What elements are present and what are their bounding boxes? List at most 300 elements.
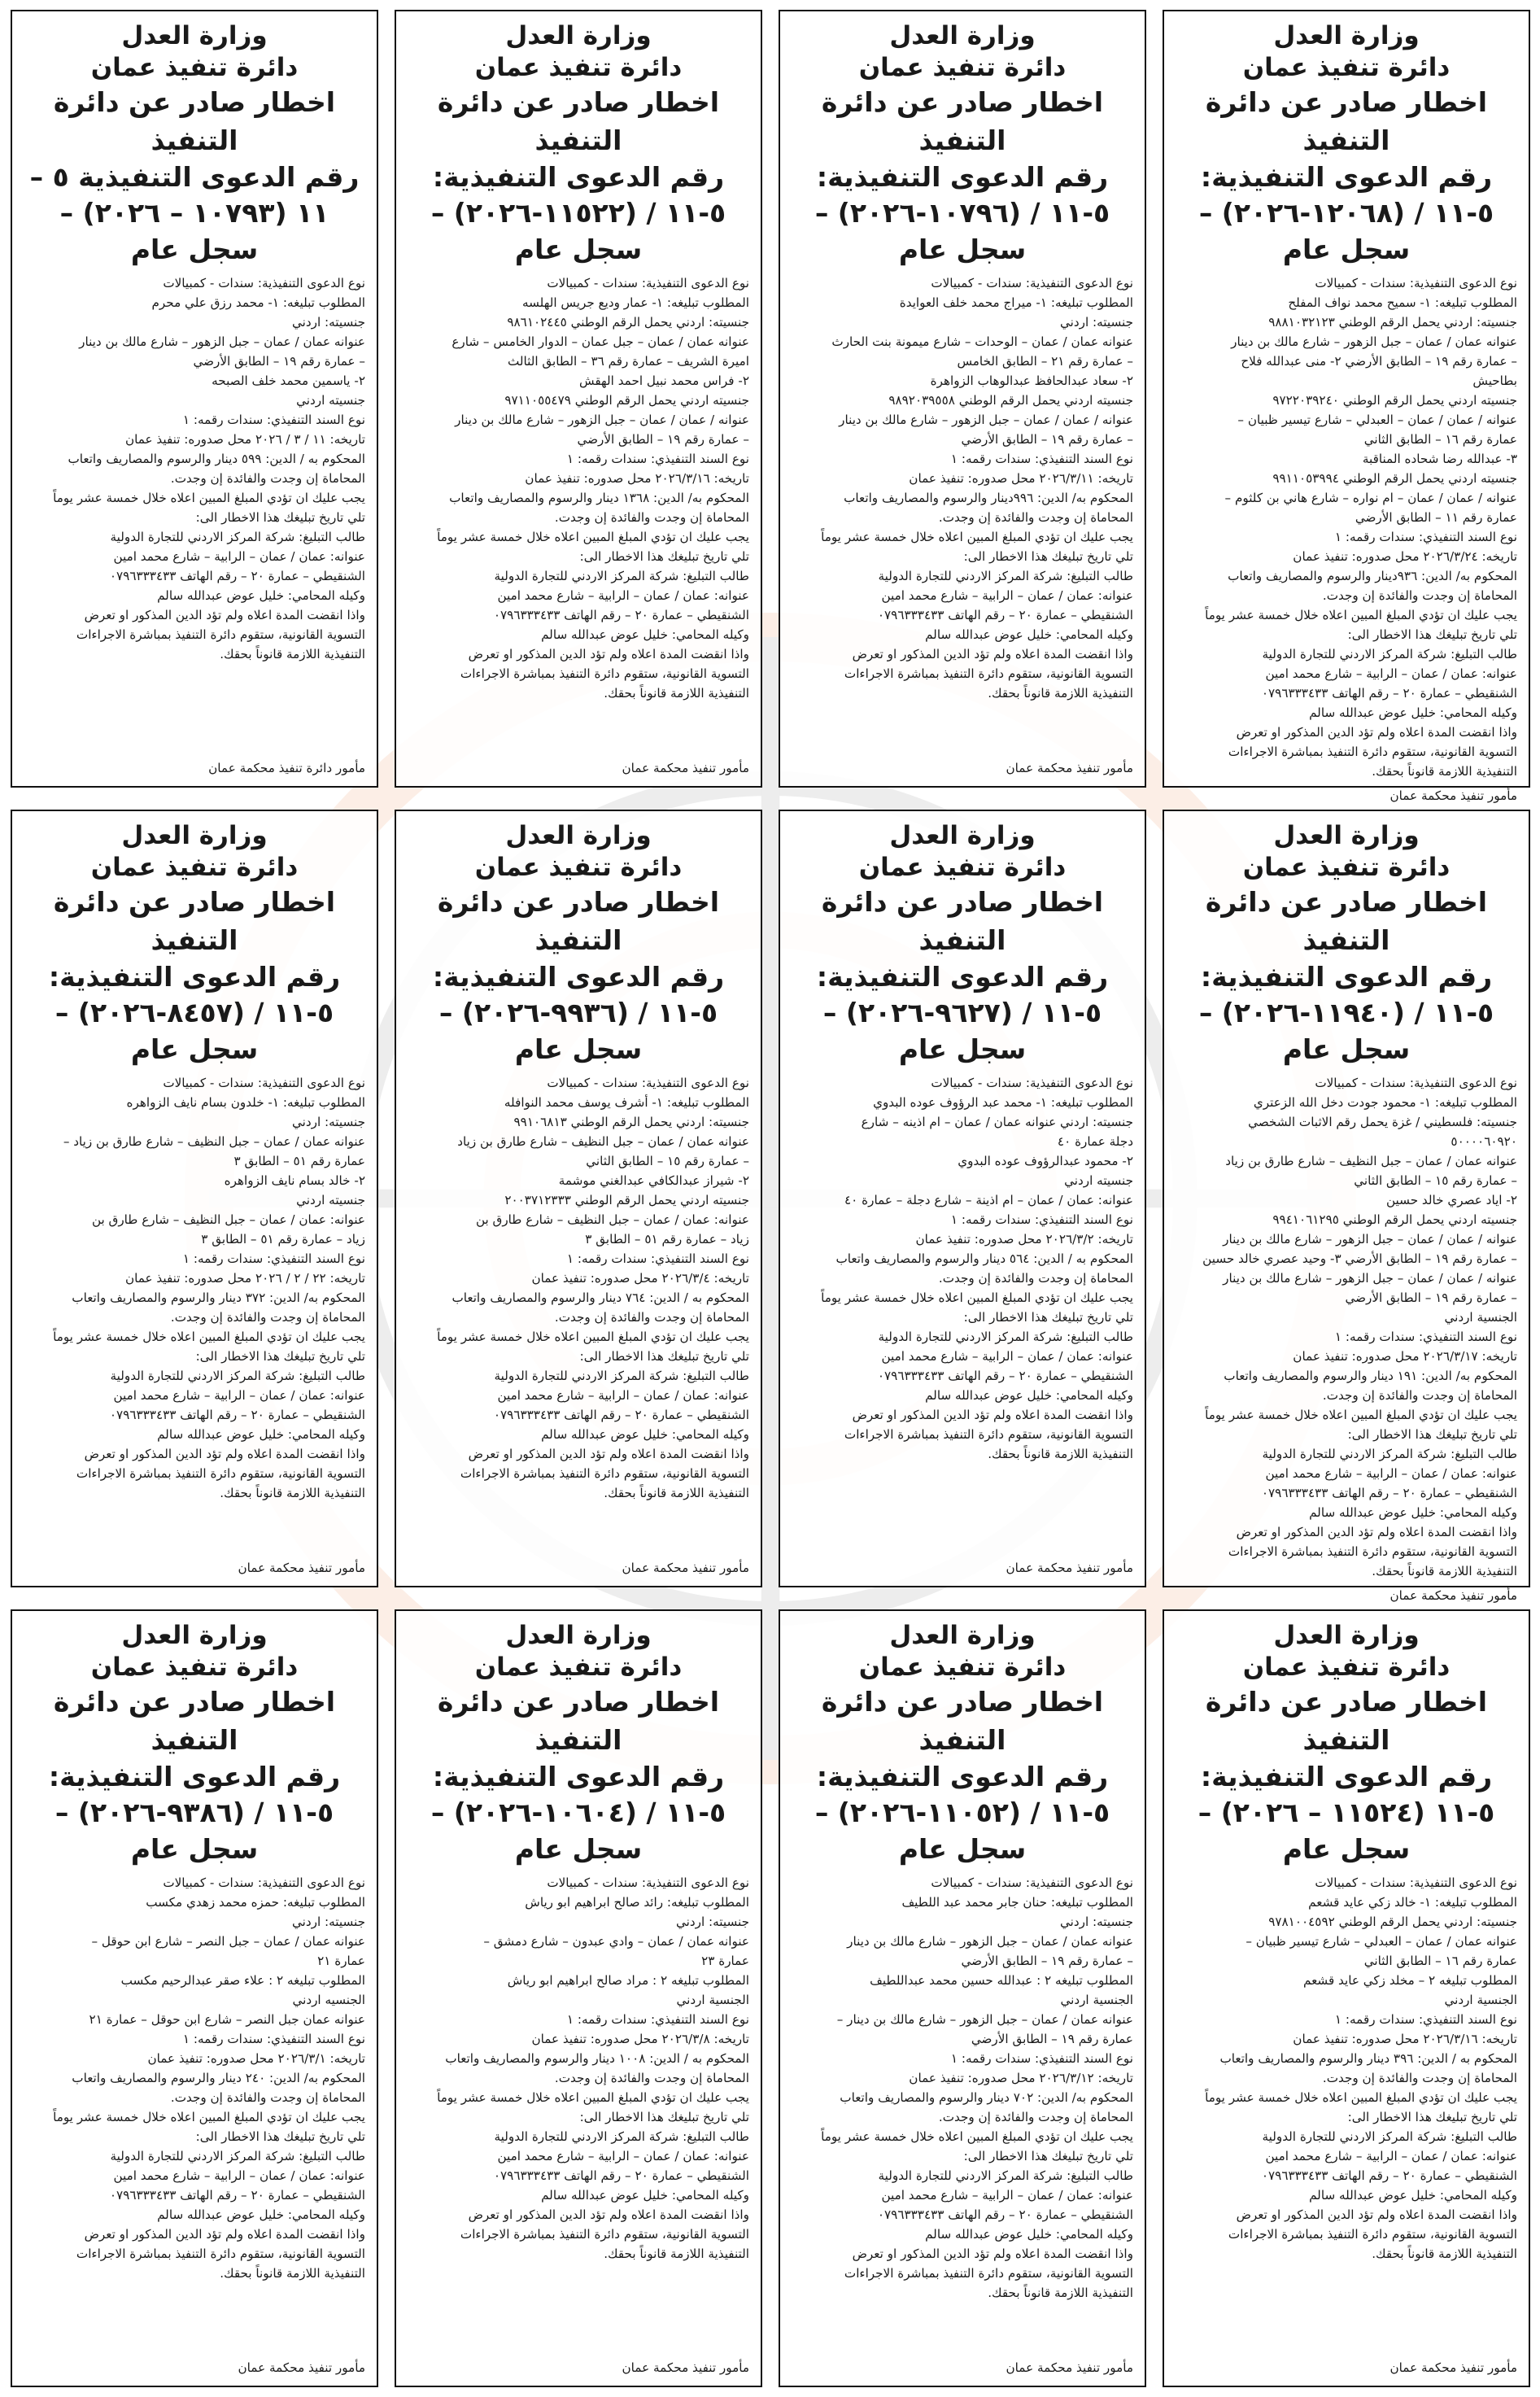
- notice-line: المحاماة إن وجدت والفائدة إن وجدت.: [1322, 2070, 1517, 2085]
- notice-line: – عمارة رقم ١٩ – الطابق الأرضي: [1345, 1290, 1517, 1305]
- notice-body: [24, 1073, 365, 1554]
- notice-line: ٢- محمود عبدالرؤوف عوده البدوي: [958, 1153, 1133, 1168]
- notice-line: جنسيته: اردني: [1060, 1914, 1133, 1929]
- notice-line: المطلوب تبليغه: ١- محمد عبد الرؤوف عوده البدوي: [873, 1094, 1133, 1110]
- department-title: دائرة تنفيذ عمان: [1242, 853, 1451, 883]
- notice-line: جنسيته اردني يحمل الرقم الوطني ٢٠٠٣٧١٢٣٣٣: [504, 1192, 749, 1207]
- notice-line: نوع السند التنفيذي: سندات رقمه: ١: [950, 2050, 1133, 2066]
- notice-line: – عمارة رقم ١٥ – الطابق الثاني: [1354, 1172, 1517, 1188]
- case-number: رقم الدعوى التنفيذية: ٥-١١ / (٩٩٣٦-٢٠٢٦) – سجل عام: [432, 960, 725, 1065]
- notice-line: عمارة رقم ٥١ – الطابق ٣: [233, 1153, 365, 1168]
- notice-line: تاريخه: ٢٠٢٦/٣/١١ محل صدوره: تنفيذ عمان: [909, 470, 1133, 486]
- notice-line: عنوانه عمان / عمان – العبدلي – شارع تيسير ظبيان –: [1246, 1933, 1517, 1949]
- case-number: رقم الدعوى التنفيذية: ٥-١١ / (١١٥٢٢-٢٠٢٦) – سجل عام: [430, 160, 726, 265]
- notice-signature: مأمور دائرة تنفيذ محكمة عمان: [208, 761, 365, 775]
- notice-line: نوع السند التنفيذي: سندات رقمه: ١: [566, 451, 749, 466]
- notice-line: المطلوب تبليغه: ١- أشرف يوسف محمد النوافله: [504, 1094, 749, 1110]
- notice-line: المطلوب تبليغه: ١- عمار وديع جريس الهلسه: [521, 295, 749, 310]
- notice-line: نوع الدعوى التنفيذية: سندات - كمبيالات: [547, 1875, 749, 1890]
- notice-headline: اخطار صادر عن دائرة التنفيذ: [437, 86, 720, 156]
- notice-line: عمارة رقم ١٦ – الطابق الثاني: [1363, 431, 1517, 447]
- notice-line: وكيله المحامي: خليل عوض عبدالله سالم: [541, 1426, 749, 1442]
- notice-headline: اخطار صادر عن دائرة التنفيذ: [53, 1686, 336, 1756]
- notice-line: المحكوم به/ الدين: ٢٤٠ دينار والرسوم والمصاريف واتعاب: [72, 2070, 365, 2085]
- notice-line: يجب عليك ان تؤدي المبلغ المبين اعلاه خلال خمسة عشر يوماً: [437, 2089, 749, 2105]
- notice-line: التسوية القانونية، ستقوم دائرة التنفيذ بمباشرة الاجراءات: [1228, 744, 1517, 759]
- notice-line: تاريخه: ٢٠٢٦/٣/١ محل صدوره: تنفيذ عمان: [147, 2050, 365, 2066]
- ministry-title: وزارة العدل: [889, 21, 1036, 50]
- notice-line: تاريخه: ١١ / ٣ / ٢٠٢٦ محل صدوره: تنفيذ عمان: [124, 431, 365, 447]
- ministry-title: وزارة العدل: [1273, 821, 1420, 850]
- notice-line: نوع السند التنفيذي: سندات رقمه: ١: [950, 451, 1133, 466]
- notice-line: عنوانه: عمان / عمان – الرابية – شارع محمد امين: [1265, 2148, 1517, 2163]
- notice-line: المحاماة إن وجدت والفائدة إن وجدت.: [554, 509, 749, 525]
- notice-line: تاريخه: ٢٠٢٦/٣/١٧ محل صدوره: تنفيذ عمان: [1293, 1348, 1517, 1364]
- notice-line: التسوية القانونية، ستقوم دائرة التنفيذ بمباشرة الاجراءات: [460, 666, 749, 681]
- notice-line: المطلوب تبليغه: ١- محمد رزق علي محرم: [151, 295, 365, 310]
- notice-line: المحاماة إن وجدت والفائدة إن وجدت.: [938, 2109, 1133, 2124]
- notice-line: ٢- فراس محمد نبيل احمد الهقش: [578, 373, 749, 388]
- notice-line: طالب التبليغ: شركة المركز الاردني للتجارة الدولية: [878, 1329, 1133, 1344]
- notice-line: وكيله المحامي: خليل عوض عبدالله سالم: [541, 2187, 749, 2203]
- notice-line: تاريخه: ٢٢ / ٢ / ٢٠٢٦ محل صدوره: تنفيذ عمان: [124, 1270, 365, 1286]
- notice-line: عنوانه: عمان / عمان – جبل النظيف – شارع طارق بن: [91, 1212, 365, 1227]
- notice-headline: اخطار صادر عن دائرة التنفيذ: [821, 86, 1104, 156]
- notice-line: نوع الدعوى التنفيذية: سندات - كمبيالات: [163, 275, 365, 290]
- notice-line: ٥٠٠٠٠٦٠٩٢٠: [1451, 1133, 1517, 1149]
- notice-line: التسوية القانونية، ستقوم دائرة التنفيذ بمباشرة الاجراءات: [76, 2246, 365, 2261]
- notice-line: عنوانه: عمان / عمان – الرابية – شارع محمد امين: [497, 587, 749, 603]
- notice-line: عنوانه عمان / عمان – جبل النصر – شارع ابن حوقل –: [91, 1933, 365, 1949]
- notice-line: نوع السند التنفيذي: سندات رقمه: ١: [1334, 1329, 1517, 1344]
- notice-headline: اخطار صادر عن دائرة التنفيذ: [821, 886, 1104, 956]
- ministry-title: وزارة العدل: [121, 21, 268, 50]
- notice-line: المحاماة إن وجدت والفائدة إن وجدت.: [938, 1270, 1133, 1286]
- notice-line: نوع الدعوى التنفيذية: سندات - كمبيالات: [547, 1075, 749, 1090]
- notice-line: يجب عليك ان تؤدي المبلغ المبين اعلاه خلال خمسة عشر يوماً: [1205, 1407, 1517, 1422]
- notice-signature: مأمور تنفيذ محكمة عمان: [1389, 1587, 1517, 1603]
- notice-line: نوع الدعوى التنفيذية: سندات - كمبيالات: [931, 275, 1133, 290]
- notice-body: [408, 1073, 749, 1554]
- notice-line: ٣- عبدالله رضا شحاده المناقبة: [1362, 451, 1517, 466]
- notice-signature: مأمور تنفيذ محكمة عمان: [1389, 2360, 1517, 2375]
- notice-card: [11, 1609, 378, 2387]
- notice-card: [395, 10, 762, 788]
- notice-line: عنوانه: عمان / عمان – الرابية – شارع محمد امين: [113, 2168, 365, 2183]
- notice-line: وكيله المحامي: خليل عوض عبدالله سالم: [541, 627, 749, 642]
- notice-line: الشنقيطي – عمارة ٢٠ – رقم الهاتف ٠٧٩٦٣٣٣٤٣٣: [877, 607, 1133, 622]
- notice-line: يجب عليك ان تؤدي المبلغ المبين اعلاه خلال خمسة عشر يوماً: [53, 1329, 365, 1344]
- notice-line: يجب عليك ان تؤدي المبلغ المبين اعلاه خلال خمسة عشر يوماً: [53, 490, 365, 505]
- notice-line: تلي تاريخ تبليغك هذا الاخطار الى:: [579, 1348, 749, 1364]
- notice-line: جنسيته: اردني عنوانه عمان / عمان – ام اذينه – شارع: [861, 1114, 1133, 1129]
- notice-line: طالب التبليغ: شركة المركز الاردني للتجارة الدولية: [110, 2148, 365, 2163]
- notice-line: عنوانه: عمان / عمان – الرابية – شارع محمد امين: [1265, 666, 1517, 681]
- notice-body: [792, 1073, 1133, 1554]
- department-title: دائرة تنفيذ عمان: [858, 53, 1067, 83]
- notice-line: المحكوم به/ الدين: ٧٠٢ دينار والرسوم والمصاريف واتعاب: [840, 2089, 1133, 2105]
- notice-line: المطلوب تبليغه: ١- خالد زكي عايد قشعم: [1308, 1894, 1517, 1910]
- notice-line: عمارة رقم ١١ – الطابق الأرضي: [1355, 509, 1517, 525]
- notice-signature: مأمور تنفيذ محكمة عمان: [622, 1561, 749, 1575]
- notice-line: المحاماة إن وجدت والفائدة إن وجدت.: [938, 509, 1133, 525]
- notice-line: نوع الدعوى التنفيذية: سندات - كمبيالات: [931, 1875, 1133, 1890]
- notice-line: جنسيته: اردني: [292, 314, 365, 330]
- notice-line: طالب التبليغ: شركة المركز الاردني للتجارة الدولية: [494, 568, 749, 583]
- department-title: دائرة تنفيذ عمان: [1242, 53, 1451, 83]
- notice-line: جنسيته اردني: [1064, 1172, 1133, 1188]
- notice-line: نوع السند التنفيذي: سندات رقمه: ١: [182, 412, 365, 427]
- notice-line: نوع السند التنفيذي: سندات رقمه: ١: [566, 1251, 749, 1266]
- notice-line: التسوية القانونية، ستقوم دائرة التنفيذ بمباشرة الاجراءات: [460, 2226, 749, 2242]
- notice-line: المحكوم به / الدين: ٣٩٦ دينار والرسوم والمصاريف واتعاب: [1219, 2050, 1517, 2066]
- notice-line: الشنقيطي – عمارة ٢٠ – رقم الهاتف ٠٧٩٦٣٣٣٤٣٣: [877, 2207, 1133, 2222]
- notice-line: – عمارة رقم ١٩ – الطابق الأرضي ٢- منى عبدالله فلاح: [1241, 353, 1517, 369]
- notice-line: التسوية القانونية، ستقوم دائرة التنفيذ بمباشرة الاجراءات: [1228, 1543, 1517, 1559]
- notice-line: نوع السند التنفيذي: سندات رقمه: ١: [182, 2031, 365, 2046]
- notice-line: نوع الدعوى التنفيذية: سندات - كمبيالات: [931, 1075, 1133, 1090]
- notice-line: جنسيته: اردني يحمل الرقم الوطني ٩٨٦١٠٢٤٤٥: [507, 314, 749, 330]
- notice-line: واذا انقضت المدة اعلاه ولم تؤد الدين المذكور او تعرض: [84, 2226, 365, 2242]
- notice-line: يجب عليك ان تؤدي المبلغ المبين اعلاه خلال خمسة عشر يوماً: [1205, 607, 1517, 622]
- notice-line: طالب التبليغ: شركة المركز الاردني للتجارة الدولية: [1262, 1446, 1517, 1461]
- ministry-title: وزارة العدل: [121, 821, 268, 850]
- notice-line: اميرة الشريف – عمارة رقم ٣٦ – الطابق الثالث: [507, 353, 749, 369]
- notice-line: عنوانه: عمان / عمان – ام اذينة – شارع دجلة – عمارة ٤٠: [844, 1192, 1133, 1207]
- notice-line: تاريخه: ٢٠٢٦/٣/١٦ محل صدوره: تنفيذ عمان: [525, 470, 749, 486]
- ministry-title: وزارة العدل: [121, 1621, 268, 1650]
- notices-grid: [10, 10, 1530, 2387]
- notice-line: تلي تاريخ تبليغك هذا الاخطار الى:: [1347, 2109, 1517, 2124]
- notice-line: المحاماة إن وجدت والفائدة إن وجدت.: [170, 2089, 365, 2105]
- notice-headline: اخطار صادر عن دائرة التنفيذ: [53, 886, 336, 956]
- notice-line: المحكوم به/ الدين: ٣٧٢ دينار والرسوم والمصاريف واتعاب: [72, 1290, 365, 1305]
- notice-headline: اخطار صادر عن دائرة التنفيذ: [821, 1686, 1104, 1756]
- notice-card: [1163, 810, 1530, 1603]
- notice-line: جنسيته اردني يحمل الرقم الوطني ٩٧٢٢٠٣٩٢٤٠: [1272, 392, 1517, 408]
- notice-line: طالب التبليغ: شركة المركز الاردني للتجارة الدولية: [494, 1368, 749, 1383]
- notice-line: عنوانه عمان / عمان – جبل الزهور – شارع مالك بن دينار: [1231, 334, 1517, 349]
- notice-line: عمارة ٢٣: [701, 1953, 749, 1968]
- ministry-title: وزارة العدل: [505, 1621, 652, 1650]
- notice-headline: اخطار صادر عن دائرة التنفيذ: [437, 1686, 720, 1756]
- ministry-title: وزارة العدل: [889, 1621, 1036, 1650]
- notice-line: عنوانه / عمان / عمان – جبل الزهور – شارع مالك بن دينار: [1223, 1270, 1517, 1286]
- notice-line: ٢- خالد بسام نايف الزواهره: [224, 1172, 365, 1188]
- notice-line: واذا انقضت المدة اعلاه ولم تؤد الدين المذكور او تعرض: [468, 1446, 749, 1461]
- notice-line: تاريخه: ٢٠٢٦/٣/١٢ محل صدوره: تنفيذ عمان: [909, 2070, 1133, 2085]
- notice-line: يجب عليك ان تؤدي المبلغ المبين اعلاه خلال خمسة عشر يوماً: [1205, 2089, 1517, 2105]
- notice-line: عنوانه: عمان / عمان – الرابية – شارع محمد امين: [113, 548, 365, 564]
- notice-line: يجب عليك ان تؤدي المبلغ المبين اعلاه خلال خمسة عشر يوماً: [53, 2109, 365, 2124]
- notice-body: [24, 273, 365, 754]
- notice-line: الشنقيطي – عمارة ٢٠ – رقم الهاتف ٠٧٩٦٣٣٣٤٣٣: [493, 607, 749, 622]
- notice-line: عنوانه: عمان / عمان – الرابية – شارع محمد امين: [881, 1348, 1133, 1364]
- notice-signature: مأمور تنفيذ محكمة عمان: [1006, 761, 1133, 775]
- notice-body: [1176, 1873, 1517, 2354]
- notice-line: المحاماة إن وجدت والفائدة إن وجدت.: [170, 470, 365, 486]
- notice-line: واذا انقضت المدة اعلاه ولم تؤد الدين المذكور او تعرض: [852, 1407, 1133, 1422]
- notice-line: تاريخه: ٢٠٢٦/٣/٢٤ محل صدوره: تنفيذ عمان: [1293, 548, 1517, 564]
- notice-line: – عمارة رقم ١٩ – الطابق الأرضي: [961, 431, 1133, 447]
- notice-line: عنوانه عمان / عمان – جبل النظيف – شارع طارق بن زياد: [457, 1133, 749, 1149]
- department-title: دائرة تنفيذ عمان: [474, 853, 683, 883]
- notice-line: عنوانه: عمان / عمان – الرابية – شارع محمد امين: [113, 1387, 365, 1403]
- notice-line: وكيله المحامي: خليل عوض عبدالله سالم: [157, 1426, 365, 1442]
- notice-line: ٢- ياسمين محمد خلف الصبحه: [212, 373, 365, 388]
- notice-line: واذا انقضت المدة اعلاه ولم تؤد الدين المذكور او تعرض: [1236, 1524, 1517, 1539]
- notice-line: عنوانه: عمان / عمان – الرابية – شارع محمد امين: [497, 2148, 749, 2163]
- notice-line: المحكوم به/ الدين: ١٣٦٨ دينار والرسوم والمصاريف واتعاب: [449, 490, 749, 505]
- notice-line: طالب التبليغ: شركة المركز الاردني للتجارة الدولية: [1262, 2128, 1517, 2144]
- notice-line: تلي تاريخ تبليغك هذا الاخطار الى:: [579, 2109, 749, 2124]
- notice-line: التنفيذية اللازمة قانوناً بحقك.: [1372, 763, 1517, 779]
- ministry-title: وزارة العدل: [505, 21, 652, 50]
- notice-line: جنسيته: اردني يحمل الرقم الوطني ٩٨٨١٠٣٢١٢٣: [1268, 314, 1517, 330]
- notice-line: واذا انقضت المدة اعلاه ولم تؤد الدين المذكور او تعرض: [84, 607, 365, 622]
- notice-line: التسوية القانونية، ستقوم دائرة التنفيذ بمباشرة الاجراءات: [844, 2265, 1133, 2281]
- department-title: دائرة تنفيذ عمان: [858, 1653, 1067, 1683]
- notice-line: عمارة رقم ١٩ – الطابق الأرضي: [971, 2031, 1133, 2046]
- notice-line: يجب عليك ان تؤدي المبلغ المبين اعلاه خلال خمسة عشر يوماً: [821, 2128, 1133, 2144]
- notice-line: التسوية القانونية، ستقوم دائرة التنفيذ بمباشرة الاجراءات: [844, 1426, 1133, 1442]
- case-number: رقم الدعوى التنفيذية: ٥-١١ / (٩٣٨٦-٢٠٢٦) – سجل عام: [48, 1760, 341, 1865]
- notice-line: التنفيذية اللازمة قانوناً بحقك.: [988, 1446, 1133, 1461]
- notice-line: الشنقيطي – عمارة ٢٠ – رقم الهاتف ٠٧٩٦٣٣٣٤٣٣: [109, 568, 365, 583]
- notice-body: [24, 1873, 365, 2354]
- notice-line: الجنسيه اردني: [292, 1992, 365, 2007]
- notice-line: عنوانه عمان / عمان – جبل عمان – الدوار الخامس – شارع: [452, 334, 749, 349]
- notice-line: عنوانه: عمان / عمان – الرابية – شارع محمد امين: [1265, 1465, 1517, 1481]
- notice-line: جنسيته اردني يحمل الرقم الوطني ٩٩٤١٠٦١٢٩٥: [1272, 1212, 1517, 1227]
- notice-line: المحاماة إن وجدت والفائدة إن وجدت.: [1322, 587, 1517, 603]
- notice-line: المحكوم به/ الدين: ١٩١ دينار والرسوم والمصاريف واتعاب: [1224, 1368, 1517, 1383]
- notice-line: جنسيته اردني يحمل الرقم الوطني ٩٨٩٢٠٣٩٥٥٨: [888, 392, 1133, 408]
- notice-line: الجنسية اردني: [1060, 1992, 1133, 2007]
- notice-body: [1176, 1073, 1517, 1581]
- notice-card: [11, 810, 378, 1587]
- notice-line: الجنسية اردني: [1444, 1309, 1517, 1325]
- notice-line: المطلوب تبليغه: ١- ميراج محمد خلف العوايدة: [899, 295, 1133, 310]
- department-title: دائرة تنفيذ عمان: [90, 53, 299, 83]
- notice-line: تلي تاريخ تبليغك هذا الاخطار الى:: [195, 509, 365, 525]
- department-title: دائرة تنفيذ عمان: [474, 1653, 683, 1683]
- notice-line: واذا انقضت المدة اعلاه ولم تؤد الدين المذكور او تعرض: [468, 2207, 749, 2222]
- notice-headline: اخطار صادر عن دائرة التنفيذ: [1205, 86, 1488, 156]
- notice-line: جنسيته: اردني يحمل الرقم الوطني ٩٩١٠٦٨١٣: [513, 1114, 749, 1129]
- notice-line: وكيله المحامي: خليل عوض عبدالله سالم: [925, 2226, 1133, 2242]
- notice-line: عنوانه عمان / عمان – جبل الزهور – شارع مالك بن دينار –: [836, 2011, 1133, 2027]
- notice-body: [408, 1873, 749, 2354]
- notice-line: تلي تاريخ تبليغك هذا الاخطار الى:: [1347, 1426, 1517, 1442]
- notice-line: التنفيذية اللازمة قانوناً بحقك.: [1372, 1563, 1517, 1578]
- notice-line: عنوانه: عمان / عمان – الرابية – شارع محمد امين: [881, 587, 1133, 603]
- notice-line: جنسيته: اردني: [676, 1914, 749, 1929]
- notice-line: التنفيذية اللازمة قانوناً بحقك.: [988, 2285, 1133, 2300]
- case-number: رقم الدعوى التنفيذية: ٥-١١ / (١٠٧٩٦-٢٠٢٦) – سجل عام: [814, 160, 1110, 265]
- notice-line: تاريخه: ٢٠٢٦/٣/٤ محل صدوره: تنفيذ عمان: [531, 1270, 749, 1286]
- notice-body: [408, 273, 749, 754]
- notice-card: [1163, 1609, 1530, 2387]
- notice-line: المطلوب تبليغه: ١- سميح محمد نواف المفلح: [1288, 295, 1517, 310]
- notice-line: عنوانه / عمان / عمان – العبدلي – شارع تيسير ظبيان –: [1237, 412, 1517, 427]
- notice-line: زياد – عمارة رقم ٥١ – الطابق ٣: [201, 1231, 365, 1247]
- notice-line: وكيله المحامي: خليل عوض عبدالله سالم: [1309, 1504, 1517, 1520]
- notice-card: [779, 1609, 1146, 2387]
- notice-headline: اخطار صادر عن دائرة التنفيذ: [437, 886, 720, 956]
- notice-line: تاريخه: ٢٠٢٦/٣/٢ محل صدوره: تنفيذ عمان: [915, 1231, 1133, 1247]
- notice-line: نوع السند التنفيذي: سندات رقمه: ١: [566, 2011, 749, 2027]
- notice-line: نوع الدعوى التنفيذية: سندات - كمبيالات: [547, 275, 749, 290]
- notice-card: [395, 810, 762, 1587]
- notice-signature: مأمور تنفيذ محكمة عمان: [622, 2360, 749, 2375]
- notice-line: التنفيذية اللازمة قانوناً بحقك.: [220, 2265, 365, 2281]
- case-number: رقم الدعوى التنفيذية ٥ – ١١ (١٠٧٩٣ – ٢٠٢٦) – سجل عام: [29, 160, 360, 265]
- ministry-title: وزارة العدل: [505, 821, 652, 850]
- notice-line: – عمارة رقم ١٩ – الطابق الأرضي ٣- وحيد عصري خالد حسين: [1202, 1251, 1517, 1266]
- notice-line: المطلوب تبليغه: ١- محمود جودت دخل الله الزعتري: [1253, 1094, 1517, 1110]
- notice-line: الشنقيطي – عمارة ٢٠ – رقم الهاتف ٠٧٩٦٣٣٣٤٣٣: [1261, 685, 1517, 701]
- notice-line: تاريخه: ٢٠٢٦/٣/٨ محل صدوره: تنفيذ عمان: [531, 2031, 749, 2046]
- notice-line: عمارة ٢١: [317, 1953, 365, 1968]
- notice-body: [1176, 273, 1517, 781]
- notice-line: جنسيته: فلسطيني / غزة يحمل رقم الاثبات الشخصي: [1248, 1114, 1517, 1129]
- notice-line: تلي تاريخ تبليغك هذا الاخطار الى:: [195, 1348, 365, 1364]
- notice-line: التنفيذية اللازمة قانوناً بحقك.: [220, 1485, 365, 1500]
- notice-signature: مأمور تنفيذ محكمة عمان: [622, 761, 749, 775]
- notice-line: التسوية القانونية، ستقوم دائرة التنفيذ بمباشرة الاجراءات: [76, 627, 365, 642]
- notice-card: [11, 10, 378, 788]
- notice-line: التسوية القانونية، ستقوم دائرة التنفيذ بمباشرة الاجراءات: [76, 1465, 365, 1481]
- notice-line: وكيله المحامي: خليل عوض عبدالله سالم: [925, 1387, 1133, 1403]
- department-title: دائرة تنفيذ عمان: [1242, 1653, 1451, 1683]
- notice-line: جنسيته اردني: [296, 1192, 365, 1207]
- notice-line: المطلوب تبليغه: حمزه محمد زهدي مكسب: [146, 1894, 365, 1910]
- notice-line: المحاماة إن وجدت والفائدة إن وجدت.: [554, 1309, 749, 1325]
- notice-signature: مأمور تنفيذ محكمة عمان: [238, 2360, 365, 2375]
- notice-signature: مأمور تنفيذ محكمة عمان: [1389, 788, 1517, 803]
- notice-line: الشنقيطي – عمارة ٢٠ – رقم الهاتف ٠٧٩٦٣٣٣٤٣٣: [877, 1368, 1133, 1383]
- case-number: رقم الدعوى التنفيذية: ٥-١١ (١١٥٢٤ – ٢٠٢٦) – سجل عام: [1198, 1760, 1495, 1865]
- notice-card: [1163, 10, 1530, 803]
- notice-line: عنوانه عمان / عمان – جبل الزهور – شارع مالك بن دينار: [847, 1933, 1133, 1949]
- notice-card: [395, 1609, 762, 2387]
- department-title: دائرة تنفيذ عمان: [474, 53, 683, 83]
- notice-line: واذا انقضت المدة اعلاه ولم تؤد الدين المذكور او تعرض: [852, 646, 1133, 661]
- notice-line: عنوانه عمان / عمان – وادي عبدون – شارع دمشق –: [483, 1933, 749, 1949]
- notice-signature: مأمور تنفيذ محكمة عمان: [1006, 1561, 1133, 1575]
- department-title: دائرة تنفيذ عمان: [858, 853, 1067, 883]
- notice-line: عنوانه / عمان / عمان – جبل الزهور – شارع مالك بن دينار: [1223, 1231, 1517, 1247]
- notice-line: المطلوب تبليغه ٢ – مخلد زكي عايد قشعم: [1302, 1972, 1517, 1988]
- notice-line: الشنقيطي – عمارة ٢٠ – رقم الهاتف ٠٧٩٦٣٣٣٤٣٣: [493, 2168, 749, 2183]
- notice-line: الجنسية اردني: [676, 1992, 749, 2007]
- notice-line: المحكوم به / الدين: ١٠٠٨ دينار والرسوم والمصاريف واتعاب: [445, 2050, 749, 2066]
- notice-line: عنوانه / عمان / عمان – جبل الزهور – شارع مالك بن دينار: [839, 412, 1133, 427]
- notice-line: عنوانه: عمان / عمان – الرابية – شارع محمد امين: [881, 2187, 1133, 2203]
- notice-line: طالب التبليغ: شركة المركز الاردني للتجارة الدولية: [1262, 646, 1517, 661]
- notice-card: [779, 10, 1146, 788]
- notice-line: نوع الدعوى التنفيذية: سندات - كمبيالات: [1315, 1075, 1517, 1090]
- notice-line: المطلوب تبليغه: ١- خلدون بسام نايف الزواهره: [126, 1094, 365, 1110]
- notice-line: الشنقيطي – عمارة ٢٠ – رقم الهاتف ٠٧٩٦٣٣٣٤٣٣: [493, 1407, 749, 1422]
- notice-headline: اخطار صادر عن دائرة التنفيذ: [1205, 1686, 1488, 1756]
- notice-line: – عمارة رقم ٢١ – الطابق الخامس: [957, 353, 1133, 369]
- notice-line: التسوية القانونية، ستقوم دائرة التنفيذ بمباشرة الاجراءات: [460, 1465, 749, 1481]
- notice-line: تلي تاريخ تبليغك هذا الاخطار الى:: [963, 548, 1133, 564]
- notice-line: نوع الدعوى التنفيذية: سندات - كمبيالات: [1315, 275, 1517, 290]
- notice-line: التنفيذية اللازمة قانوناً بحقك.: [988, 685, 1133, 701]
- notice-line: المحكوم به/ الدين: ٩٣٦دينار والرسوم والمصاريف واتعاب: [1228, 568, 1517, 583]
- notice-line: عنوانه: عمان / عمان – جبل النظيف – شارع طارق بن: [475, 1212, 749, 1227]
- notice-line: يجب عليك ان تؤدي المبلغ المبين اعلاه خلال خمسة عشر يوماً: [437, 1329, 749, 1344]
- notice-line: يجب عليك ان تؤدي المبلغ المبين اعلاه خلال خمسة عشر يوماً: [821, 529, 1133, 544]
- notice-line: نوع الدعوى التنفيذية: سندات - كمبيالات: [163, 1875, 365, 1890]
- notice-line: طالب التبليغ: شركة المركز الاردني للتجارة الدولية: [494, 2128, 749, 2144]
- notice-line: طالب التبليغ: شركة المركز الاردني للتجارة الدولية: [110, 1368, 365, 1383]
- notice-line: المحاماة إن وجدت والفائدة إن وجدت.: [554, 2070, 749, 2085]
- notice-line: جنسيته: اردني يحمل الرقم الوطني ٩٧٨١٠٠٤٥٩٢: [1268, 1914, 1517, 1929]
- notice-line: المطلوب تبليغه: رائد صالح ابراهيم ابو رياش: [525, 1894, 749, 1910]
- ministry-title: وزارة العدل: [1273, 21, 1420, 50]
- notice-line: عنوانه عمان / عمان – جبل الزهور – شارع مالك بن دينار: [79, 334, 365, 349]
- notice-headline: اخطار صادر عن دائرة التنفيذ: [1205, 886, 1488, 956]
- case-number: رقم الدعوى التنفيذية: ٥-١١ / (١٢٠٦٨-٢٠٢٦) – سجل عام: [1198, 160, 1494, 265]
- notice-line: عنوانه عمان / عمان – جبل النظيف – شارع طارق بن زياد: [1225, 1153, 1517, 1168]
- notice-body: [792, 1873, 1133, 2354]
- notice-line: ٢- اياد عصري خالد حسين: [1386, 1192, 1517, 1207]
- notice-line: واذا انقضت المدة اعلاه ولم تؤد الدين المذكور او تعرض: [852, 2246, 1133, 2261]
- notice-line: طالب التبليغ: شركة المركز الاردني للتجارة الدولية: [878, 568, 1133, 583]
- notice-line: تلي تاريخ تبليغك هذا الاخطار الى:: [1347, 627, 1517, 642]
- case-number: رقم الدعوى التنفيذية: ٥-١١ / (١٠٦٠٤-٢٠٢٦) – سجل عام: [430, 1760, 726, 1865]
- notice-line: المحكوم به / الدين: ٥٩٩ دينار والرسوم والمصاريف واتعاب: [68, 451, 365, 466]
- notice-line: وكيله المحامي: خليل عوض عبدالله سالم: [1309, 2187, 1517, 2203]
- notice-line: واذا انقضت المدة اعلاه ولم تؤد الدين المذكور او تعرض: [1236, 724, 1517, 740]
- notice-line: الجنسية اردني: [1444, 1992, 1517, 2007]
- notice-line: – عمارة رقم ١٩ – الطابق الأرضي: [577, 431, 749, 447]
- notice-line: دجلة عمارة ٤٠: [1057, 1133, 1133, 1149]
- notice-line: الشنقيطي – عمارة ٢٠ – رقم الهاتف ٠٧٩٦٣٣٣٤٣٣: [1261, 1485, 1517, 1500]
- case-number: رقم الدعوى التنفيذية: ٥-١١ / (١١٠٥٢-٢٠٢٦) – سجل عام: [814, 1760, 1110, 1865]
- notice-line: واذا انقضت المدة اعلاه ولم تؤد الدين المذكور او تعرض: [84, 1446, 365, 1461]
- notice-line: تاريخه: ٢٠٢٦/٣/١٦ محل صدوره: تنفيذ عمان: [1293, 2031, 1517, 2046]
- notice-line: جنسيته: اردني: [292, 1914, 365, 1929]
- notice-line: يجب عليك ان تؤدي المبلغ المبين اعلاه خلال خمسة عشر يوماً: [437, 529, 749, 544]
- notice-line: تلي تاريخ تبليغك هذا الاخطار الى:: [963, 1309, 1133, 1325]
- notice-line: الشنقيطي – عمارة ٢٠ – رقم الهاتف ٠٧٩٦٣٣٣٤٣٣: [109, 2187, 365, 2203]
- notice-line: واذا انقضت المدة اعلاه ولم تؤد الدين المذكور او تعرض: [1236, 2207, 1517, 2222]
- notice-line: عمارة رقم ١٦ – الطابق الثاني: [1363, 1953, 1517, 1968]
- notice-line: نوع السند التنفيذي: سندات رقمه: ١: [950, 1212, 1133, 1227]
- notice-line: نوع السند التنفيذي: سندات رقمه: ١: [1334, 529, 1517, 544]
- notice-signature: مأمور تنفيذ محكمة عمان: [1006, 2360, 1133, 2375]
- notice-line: التنفيذية اللازمة قانوناً بحقك.: [604, 685, 749, 701]
- department-title: دائرة تنفيذ عمان: [90, 1653, 299, 1683]
- notice-line: ٢- شيراز عبدالكافي عبدالغني موشمة: [558, 1172, 749, 1188]
- notice-line: – عمارة رقم ١٥ – الطابق الثاني: [586, 1153, 749, 1168]
- case-number: رقم الدعوى التنفيذية: ٥-١١ / (٩٦٢٧-٢٠٢٦) – سجل عام: [816, 960, 1109, 1065]
- notice-line: التنفيذية اللازمة قانوناً بحقك.: [1372, 2246, 1517, 2261]
- notice-card: [779, 810, 1146, 1587]
- notice-line: وكيله المحامي: خليل عوض عبدالله سالم: [925, 627, 1133, 642]
- notice-signature: مأمور تنفيذ محكمة عمان: [238, 1561, 365, 1575]
- notice-line: المحاماة إن وجدت والفائدة إن وجدت.: [170, 1309, 365, 1325]
- notice-line: – عمارة رقم ١٩ – الطابق الأرضي: [961, 1953, 1133, 1968]
- notice-headline: اخطار صادر عن دائرة التنفيذ: [53, 86, 336, 156]
- notice-line: زياد – عمارة رقم ٥١ – الطابق ٣: [585, 1231, 749, 1247]
- notice-line: بطاحيش: [1472, 373, 1517, 388]
